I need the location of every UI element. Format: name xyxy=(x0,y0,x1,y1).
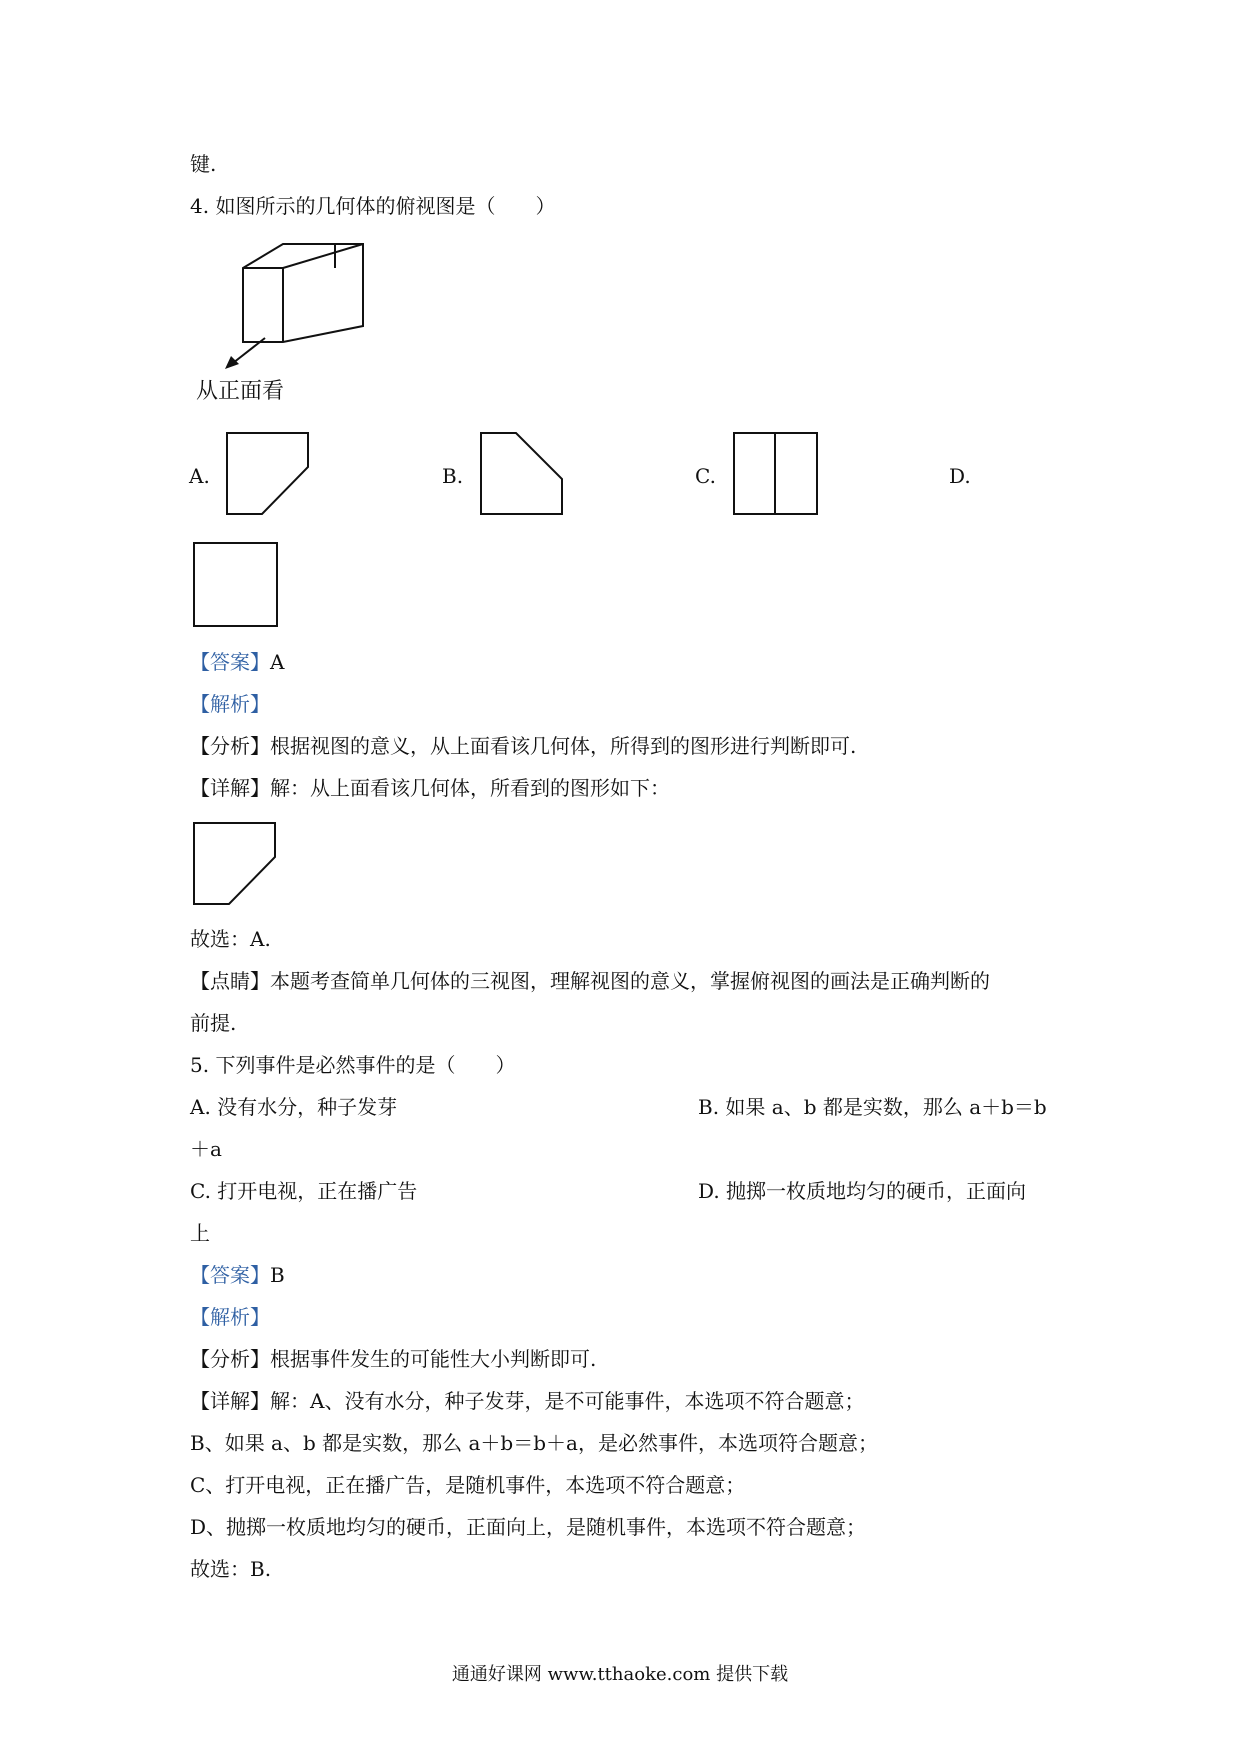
prism-figure xyxy=(225,238,375,373)
xiangjie-line xyxy=(190,1387,864,1415)
q5-option-b-cont: ＋a xyxy=(190,1137,222,1161)
choice-line: 故选：A. xyxy=(190,927,271,951)
answer-line xyxy=(190,1261,285,1289)
option-b-label: B. xyxy=(442,464,464,488)
fenxi-line xyxy=(190,732,856,760)
xiangjie-line xyxy=(190,774,670,802)
analysis-tag: 【解析】 xyxy=(190,1305,270,1329)
xiangjie-tag: 【详解】 xyxy=(190,1389,270,1413)
answer-tag: 【答案】 xyxy=(190,650,270,674)
answer-value: B xyxy=(270,1263,285,1287)
text-line: D、抛掷一枚质地均匀的硬币，正面向上，是随机事件，本选项不符合题意； xyxy=(190,1515,867,1539)
fenxi-tag: 【分析】 xyxy=(190,1347,270,1371)
question-5: 5. 下列事件是必然事件的是（ ） xyxy=(190,1053,516,1077)
choice-line: 故选：B. xyxy=(190,1557,272,1581)
question-4: 4. 如图所示的几何体的俯视图是（ ） xyxy=(190,194,556,218)
answer-line xyxy=(190,648,284,676)
text-line: 前提. xyxy=(190,1011,237,1035)
top-view-figure xyxy=(193,822,277,906)
prism-lines xyxy=(243,244,363,342)
q5-option-c: C. 打开电视，正在播广告 xyxy=(190,1179,418,1203)
option-a-figure xyxy=(226,432,310,516)
fenxi-tag: 【分析】 xyxy=(190,734,270,758)
option-c-figure xyxy=(733,432,819,516)
text-line: 键. xyxy=(190,152,217,176)
answer-tag: 【答案】 xyxy=(190,1263,270,1287)
option-b-figure xyxy=(480,432,564,516)
text-line: B、如果 a、b 都是实数，那么 a＋b＝b＋a，是必然事件，本选项符合题意； xyxy=(190,1431,878,1455)
dianjing-text: 本题考查简单几何体的三视图，理解视图的意义，掌握俯视图的画法是正确判断的 xyxy=(270,969,990,993)
answer-value: A xyxy=(270,650,285,674)
xiangjie-text: 解：A、没有水分，种子发芽，是不可能事件，本选项不符合题意； xyxy=(270,1389,865,1413)
q5-option-d: D. 抛掷一枚质地均匀的硬币，正面向 xyxy=(698,1179,1027,1203)
arrow-head-icon xyxy=(225,356,239,369)
option-a-label: A. xyxy=(189,464,210,488)
front-view-label: 从正面看 xyxy=(196,379,285,404)
dianjing-tag: 【点睛】 xyxy=(190,969,270,993)
analysis-tag: 【解析】 xyxy=(190,692,270,716)
option-c-label: C. xyxy=(695,464,716,488)
q5-option-d-cont: 上 xyxy=(190,1221,210,1245)
dianjing-line xyxy=(190,967,990,995)
fenxi-text: 根据视图的意义，从上面看该几何体，所得到的图形进行判断即可. xyxy=(270,734,857,758)
text-line: C、打开电视，正在播广告，是随机事件，本选项不符合题意； xyxy=(190,1473,746,1497)
fenxi-text: 根据事件发生的可能性大小判断即可. xyxy=(270,1347,597,1371)
option-d-label: D. xyxy=(949,464,971,488)
q5-option-b: B. 如果 a、b 都是实数，那么 a＋b＝b xyxy=(698,1095,1047,1119)
q5-option-a: A. 没有水分，种子发芽 xyxy=(190,1095,398,1119)
option-d-figure xyxy=(193,542,279,628)
xiangjie-text: 解：从上面看该几何体，所看到的图形如下： xyxy=(270,776,670,800)
fenxi-line xyxy=(190,1345,596,1373)
page-footer: 通通好课网 www.tthaoke.com 提供下载 xyxy=(451,1664,789,1685)
xiangjie-tag: 【详解】 xyxy=(190,776,270,800)
